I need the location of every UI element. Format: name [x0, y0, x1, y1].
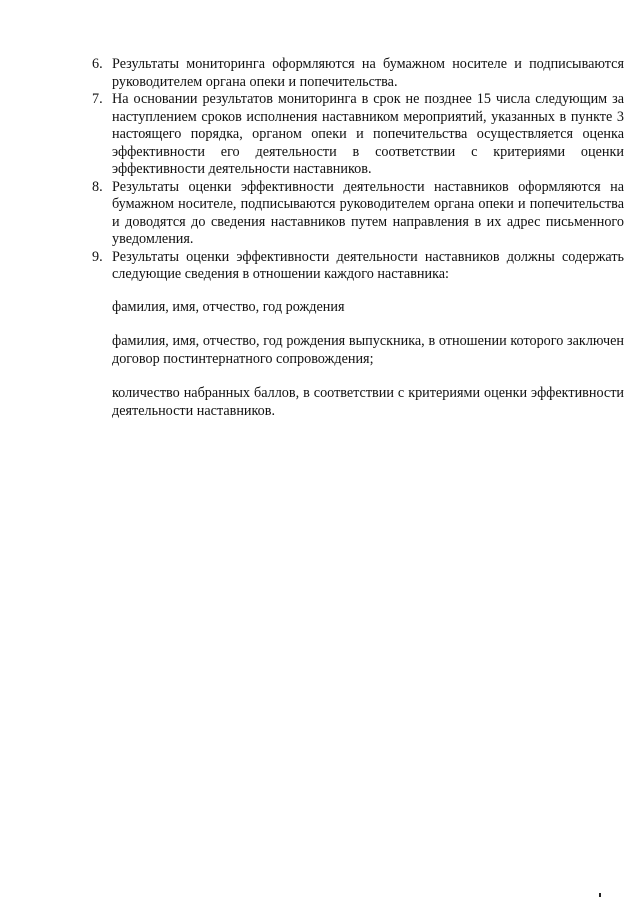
- item-number: 8.: [92, 178, 103, 195]
- subitem-graduate-info: фамилия, имя, отчество, год рождения выпускника, в отношении которого заключен договор постинтернатного сопровождения;: [112, 333, 624, 367]
- list-item-9: [92, 249, 624, 284]
- item-text: Результаты мониторинга оформляются на бумажном носителе и подписываются руководителем органа опеки и попечительства.: [112, 56, 624, 90]
- page-mark: [599, 893, 601, 897]
- subitem-full-name: фамилия, имя, отчество, год рождения: [112, 299, 345, 315]
- numbered-list: [92, 56, 624, 284]
- item-text: Результаты оценки эффективности деятельности наставников оформляются на бумажном носителе, подписываются руководителем органа опеки и попечительства и доводятся до сведения наставников путем направления в их адрес письменного уведомления.: [112, 178, 624, 247]
- list-item-7: [92, 91, 624, 179]
- list-item-8: [92, 179, 624, 249]
- item-text: На основании результатов мониторинга в срок не позднее 15 числа следующим за наступлением сроков исполнения наставником мероприятий, указанных в пункте 3 настоящего порядка, органом опеки и попечительства осуществляется оценка эффективности его деятельности в соответствии с критериями оценки эффективности деятельности наставников.: [112, 91, 624, 177]
- subitem-score: количество набранных баллов, в соответствии с критериями оценки эффективности деятельности наставников.: [112, 385, 624, 419]
- list-item-6: [92, 56, 624, 91]
- item-number: 9.: [92, 248, 103, 265]
- item-number: 6.: [92, 56, 103, 72]
- item-number: 7.: [92, 91, 103, 107]
- item-text: Результаты оценки эффективности деятельности наставников должны содержать следующие сведения в отношении каждого наставника:: [112, 248, 624, 282]
